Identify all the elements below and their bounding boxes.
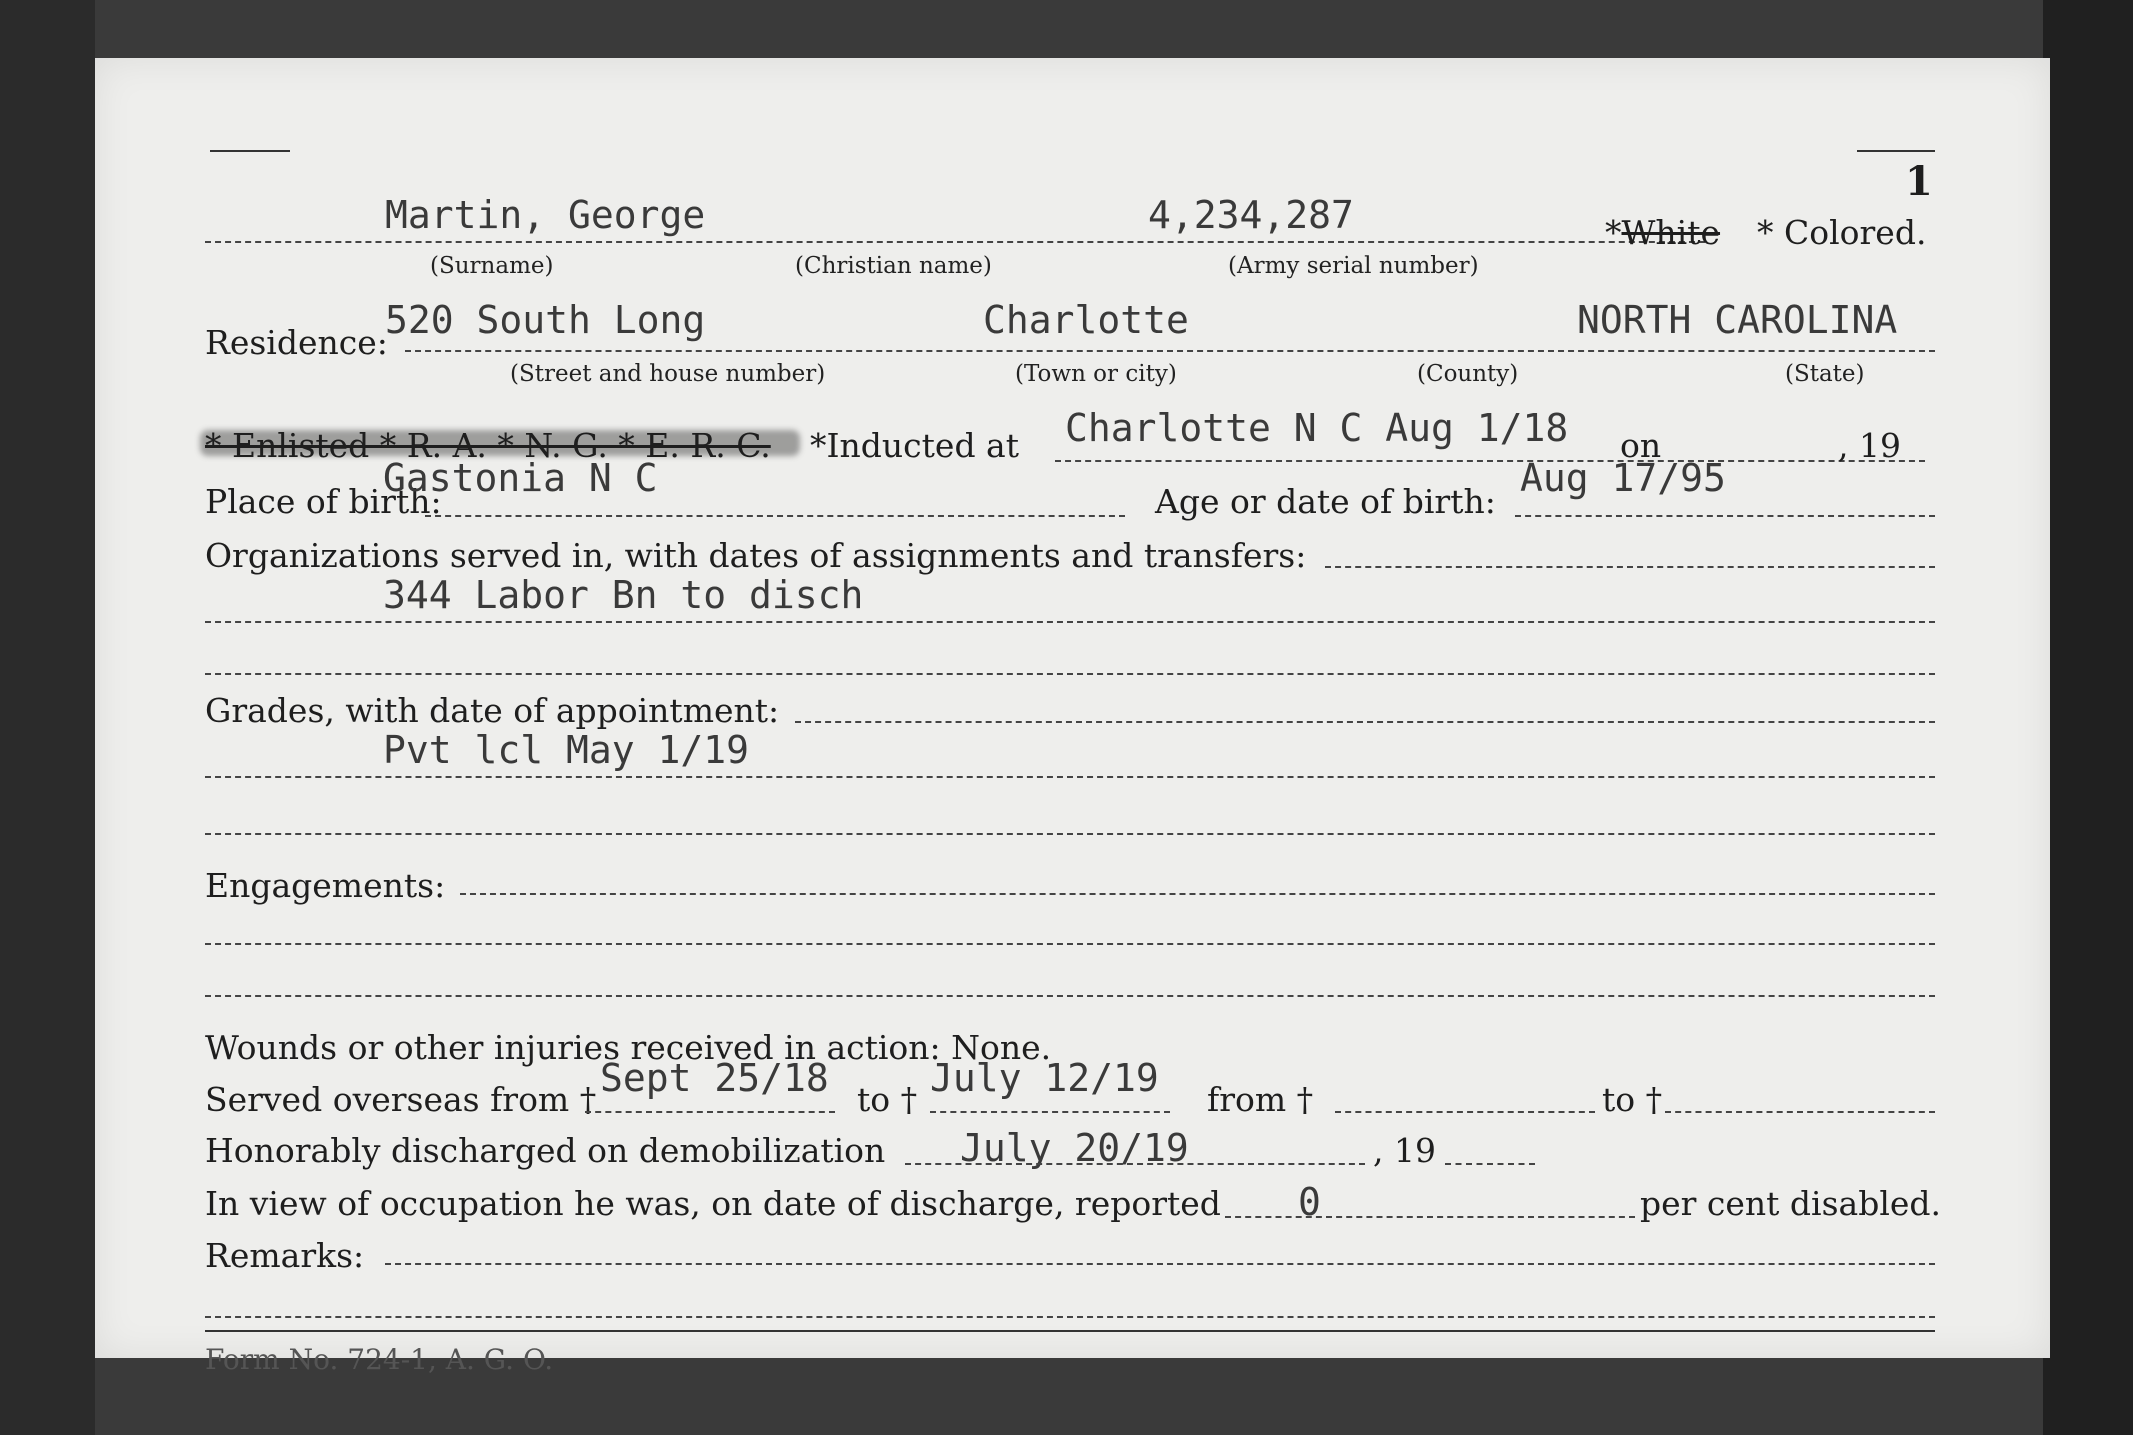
- state-entry: NORTH CAROLINA: [1577, 298, 1898, 342]
- discharged-line: [905, 1163, 1365, 1165]
- on-label: on: [1620, 426, 1662, 465]
- town-entry: Charlotte: [983, 298, 1189, 342]
- birthplace-entry: Gastonia N C: [383, 456, 658, 500]
- engagements-line-2: [205, 995, 1935, 997]
- residence-label: Residence:: [205, 323, 388, 362]
- year-line-2: [1445, 1163, 1535, 1165]
- service-record-card: [95, 58, 2050, 1376]
- overseas-to2-label: to †: [1602, 1080, 1663, 1119]
- scanner-background-left: [0, 0, 95, 1435]
- engagements-line-1: [205, 943, 1935, 945]
- grades-line-1: [205, 776, 1935, 778]
- enlisted-label-struck: * Enlisted * R. A. * N. G. * E. R. C.: [205, 426, 771, 465]
- name-entry: Martin, George: [385, 193, 706, 237]
- grades-line-0: [795, 721, 1935, 723]
- scanner-background-right: [2043, 0, 2133, 1435]
- percent-disabled-label: per cent disabled.: [1640, 1184, 1942, 1223]
- residence-line: [405, 350, 1935, 352]
- surname-caption: (Surname): [430, 253, 554, 279]
- inducted-line: [1055, 460, 1925, 462]
- overseas-from2-line: [1335, 1111, 1595, 1113]
- race-white-label: [1605, 213, 1720, 252]
- birthdate-line: [1515, 515, 1935, 517]
- grades-line-2: [205, 833, 1935, 835]
- serial-entry: 4,234,287: [1148, 193, 1354, 237]
- form-footer: Form No. 724-1, A. G. O.: [205, 1343, 554, 1376]
- organizations-line-0: [1325, 566, 1935, 568]
- race-colored-label: * Colored.: [1757, 213, 1927, 252]
- top-right-rule: [1857, 150, 1935, 152]
- discharged-label: Honorably discharged on demobilization: [205, 1131, 886, 1170]
- grades-label: Grades, with date of appointment:: [205, 691, 780, 730]
- overseas-to-line: [930, 1111, 1170, 1113]
- organizations-line-2: [205, 673, 1935, 675]
- serial-caption: (Army serial number): [1228, 253, 1479, 279]
- name-line: [205, 241, 1705, 243]
- overseas-from-entry: Sept 25/18: [600, 1056, 829, 1100]
- county-caption: (County): [1417, 361, 1519, 387]
- street-entry: 520 South Long: [385, 298, 706, 342]
- remarks-line-0: [385, 1263, 1935, 1265]
- overseas-to-entry: July 12/19: [930, 1056, 1159, 1100]
- birthdate-entry: Aug 17/95: [1520, 456, 1726, 500]
- birthplace-line: [425, 515, 1125, 517]
- engagements-line-0: [460, 893, 1935, 895]
- remarks-line-2: [205, 1330, 1935, 1332]
- overseas-to2-line: [1665, 1111, 1935, 1113]
- grade-entry: Pvt lcl May 1/19: [383, 728, 750, 772]
- top-left-rule: [210, 150, 290, 152]
- race-white-struck: White: [1621, 213, 1721, 252]
- organizations-line-1: [205, 621, 1935, 623]
- town-caption: (Town or city): [1015, 361, 1177, 387]
- engagements-label: Engagements:: [205, 866, 446, 905]
- street-caption: (Street and house number): [510, 361, 826, 387]
- overseas-label: Served overseas from †: [205, 1080, 597, 1119]
- overseas-from-line: [585, 1111, 835, 1113]
- state-caption: (State): [1785, 361, 1865, 387]
- inducted-entry: Charlotte N C Aug 1/18: [1065, 406, 1569, 450]
- occupation-label: In view of occupation he was, on date of discharge, reported: [205, 1184, 1221, 1223]
- age-label: Age or date of birth:: [1155, 482, 1496, 521]
- disability-line: [1225, 1216, 1635, 1218]
- organization-entry: 344 Labor Bn to disch: [383, 573, 864, 617]
- wounds-label: Wounds or other injuries received in action: None.: [205, 1028, 1052, 1067]
- christian-name-caption: (Christian name): [795, 253, 992, 279]
- overseas-from2-label: from †: [1207, 1080, 1314, 1119]
- remarks-label: Remarks:: [205, 1236, 365, 1275]
- organizations-label: Organizations served in, with dates of assignments and transfers:: [205, 536, 1307, 575]
- overseas-to-label: to †: [857, 1080, 918, 1119]
- year-label-1: , 19: [1838, 426, 1901, 465]
- remarks-line-1: [205, 1316, 1935, 1318]
- disability-entry: 0: [1298, 1180, 1321, 1224]
- inducted-label: *Inducted at: [810, 426, 1019, 465]
- place-of-birth-label: Place of birth:: [205, 482, 442, 521]
- race-star: *: [1605, 213, 1622, 252]
- year-label-2: , 19: [1373, 1131, 1436, 1170]
- discharge-date-entry: July 20/19: [960, 1126, 1189, 1170]
- card-number: 1: [1905, 158, 1933, 205]
